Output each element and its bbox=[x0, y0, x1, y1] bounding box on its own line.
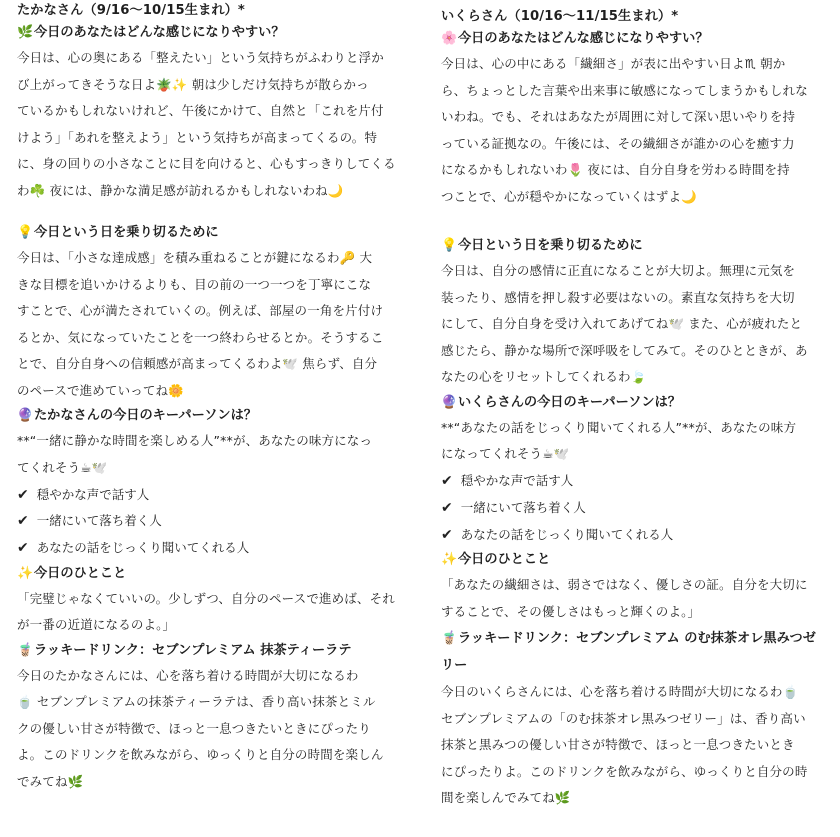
light-bulb-icon: 💡 bbox=[17, 225, 34, 240]
text-line: 抹茶と黒みつの優しい甘さが特徴で、ほっと一息つきたいとき bbox=[441, 737, 795, 753]
text-line: セブンプレミアムの「のむ抹茶オレ黒みつゼリー」は、香り高い bbox=[441, 710, 806, 726]
text-line: 今日は、心の奥にある「整えたい」という気持ちがふわりと浮か bbox=[17, 50, 384, 65]
text-line: わ☘️ 夜には、静かな満足感が訪れるかもしれないわね🌙 bbox=[17, 182, 344, 198]
sign-title: いくらさん（10/16〜11/15生まれ）* bbox=[441, 9, 679, 24]
sparkles-icon: ✨ bbox=[441, 552, 458, 568]
section-body-keyperson bbox=[441, 415, 833, 469]
check-icon: ✔ bbox=[441, 526, 453, 543]
text-line: **“あなたの話をじっくり聞いてくれる人”**が、あなたの味方 bbox=[441, 419, 797, 435]
section-heading-tips: 💡今日という日を乗り切るために bbox=[441, 234, 833, 258]
text-line: 感じたら、静かな場所で深呼吸をしてみて。そのひとときが、あ bbox=[441, 342, 808, 358]
text-line: きな目標を追いかけるよりも、目の前の一つ一つを丁寧にこな bbox=[17, 276, 372, 292]
text-line: になってくれそう☕🕊️ bbox=[441, 446, 570, 462]
section-body-drink bbox=[17, 663, 409, 796]
text-line: なたの心をリセットしてくれるわ🍃 bbox=[441, 369, 647, 384]
text-line: つことで、心が穏やかになっていくはずよ🌙 bbox=[441, 188, 697, 204]
section-heading-quote: ✨今日のひとこと bbox=[17, 562, 409, 586]
cherry-blossom-icon: 🌸 bbox=[441, 31, 458, 46]
section-body-quote bbox=[441, 572, 833, 625]
text-line: 今日は、心の中にある「繊細さ」が表に出やすい日よ♏ 朝か bbox=[441, 56, 786, 71]
text-line: 装ったり、感情を押し殺す必要はないの。素直な気持ちを大切 bbox=[441, 289, 795, 305]
checklist-item: ✔ 一緒にいて落ち着く人 bbox=[17, 513, 162, 530]
text-line: 「完璧じゃなくていいの。少しずつ、自分のペースで進めば、それ bbox=[17, 590, 395, 606]
section-heading-keyperson: 🔮たかなさんの今日のキーパーソンは？ bbox=[17, 404, 409, 428]
check-icon: ✔ bbox=[441, 499, 453, 516]
checklist-item: ✔ 穏やかな声で話す人 bbox=[441, 473, 574, 490]
section-heading-quote: ✨今日のひとこと bbox=[441, 548, 833, 572]
section-body-keyperson bbox=[17, 428, 409, 482]
sparkles-icon: ✨ bbox=[17, 565, 34, 581]
text-line: にして、自分自身を受け入れてあげてね🕊️ また、心が疲れたと bbox=[441, 316, 803, 331]
sign-title: たかなさん（9/16〜10/15生まれ）* bbox=[17, 3, 245, 18]
section-heading-mood: 🌿今日のあなたはどんな感じになりやすい？ bbox=[17, 21, 409, 45]
spacer bbox=[441, 210, 833, 234]
light-bulb-icon: 💡 bbox=[441, 238, 458, 253]
text-line: けよう」「あれを整えよう」という気持ちが高まってくるの。特 bbox=[17, 129, 378, 145]
text-line: 今日のいくらさんには、心を落ち着ける時間が大切になるわ🍵 bbox=[441, 684, 799, 700]
section-heading-drink: 🧋ラッキードリンク：セブンプレミアム 抹茶ティーラテ bbox=[17, 639, 409, 663]
text-line: することで、その優しさはもっと輝くのよ。」 bbox=[441, 603, 701, 619]
text-line: とで、自分自身への信頼感が高まってくるわよ🕊️ 焦らず、自分 bbox=[17, 356, 378, 371]
crystal-ball-icon: 🔮 bbox=[17, 408, 34, 423]
text-line: に、身の回りの小さなことに目を向けると、心もすっきりしてくる bbox=[17, 156, 396, 171]
text-line: るとか、気になっていたことを一つ終わらせるとか。そうするこ bbox=[17, 329, 384, 345]
check-icon: ✔ bbox=[17, 513, 29, 530]
text-line: にぴったりよ。このドリンクを飲みながら、ゆっくりと自分の時 bbox=[441, 763, 808, 779]
text-line: 今日のたかなさんには、心を落ち着ける時間が大切になるわ bbox=[17, 667, 359, 683]
text-line: よ。このドリンクを飲みながら、ゆっくりと自分の時間を楽しん bbox=[17, 747, 384, 763]
check-icon: ✔ bbox=[17, 486, 29, 503]
checklist-item: ✔ あなたの話をじっくり聞いてくれる人 bbox=[441, 526, 674, 543]
text-line: が一番の近道になるのよ。」 bbox=[17, 617, 176, 633]
text-line: ているかもしれないけれど、午後にかけて、自然と「これを片付 bbox=[17, 103, 384, 118]
horoscope-column-takana bbox=[17, 0, 409, 795]
section-heading-mood: 🌸今日のあなたはどんな感じになりやすい？ bbox=[441, 27, 833, 51]
text-line: になるかもしれないわ🌷 夜には、自分自身を労わる時間を持 bbox=[441, 162, 790, 177]
text-line: クの優しい甘さが特徴で、ほっと一息つきたいときにぴったり bbox=[17, 720, 371, 736]
section-body-quote bbox=[17, 586, 409, 639]
bubble-tea-icon: 🧋 bbox=[17, 642, 34, 658]
section-heading-tips: 💡今日という日を乗り切るために bbox=[17, 221, 409, 245]
crystal-ball-icon: 🔮 bbox=[441, 394, 458, 410]
text-line: び上がってきそうな日よ🪴✨ 朝は少しだけ気持ちが散らかっ bbox=[17, 76, 369, 92]
text-line: てくれそう☕🕊️ bbox=[17, 459, 108, 475]
text-line: **“一緒に静かな時間を楽しめる人”**が、あなたの味方になっ bbox=[17, 433, 373, 448]
text-line: 今日は、「小さな達成感」を積み重ねることが鍵になるわ🔑 大 bbox=[17, 250, 373, 265]
section-body-mood bbox=[441, 51, 833, 210]
check-icon: ✔ bbox=[17, 540, 29, 557]
checklist-item: ✔ あなたの話をじっくり聞いてくれる人 bbox=[17, 540, 250, 557]
text-line: ら、ちょっとした言葉や出来事に敏感になってしまうかもしれな bbox=[441, 82, 808, 98]
section-heading-drink: 🧋ラッキードリンク：セブンプレミアム のむ抹茶オレ黒みつゼ リー bbox=[441, 625, 833, 679]
text-line: のペースで進めていってね🌼 bbox=[17, 382, 184, 398]
section-body-tips bbox=[441, 258, 833, 391]
text-line: っている証拠なの。午後には、その繊細さが誰かの心を癒す力 bbox=[441, 135, 795, 151]
horoscope-column-ikura bbox=[441, 0, 833, 812]
section-body-tips bbox=[17, 245, 409, 404]
text-line: 「あなたの繊細さは、弱さではなく、優しさの証。自分を大切に bbox=[441, 577, 808, 593]
text-line: いわね。でも、それはあなたが周囲に対して深い思いやりを持 bbox=[441, 109, 796, 124]
section-body-mood bbox=[17, 45, 409, 204]
text-line: 今日は、自分の感情に正直になることが大切よ。無理に元気を bbox=[441, 263, 796, 278]
checklist-item: ✔ 一緒にいて落ち着く人 bbox=[441, 499, 586, 516]
herb-icon: 🌿 bbox=[17, 25, 34, 40]
section-body-drink bbox=[441, 679, 833, 812]
text-line: すことで、心が満たされていくの。例えば、部屋の一角を片付け bbox=[17, 303, 384, 318]
text-line: でみてね🌿 bbox=[17, 773, 84, 789]
section-heading-keyperson: 🔮いくらさんの今日のキーパーソンは？ bbox=[441, 391, 833, 415]
spacer bbox=[17, 204, 409, 221]
bubble-tea-icon: 🧋 bbox=[441, 631, 458, 647]
checklist-item: ✔ 穏やかな声で話す人 bbox=[17, 486, 150, 503]
check-icon: ✔ bbox=[441, 473, 453, 490]
text-line: 間を楽しんでみてね🌿 bbox=[441, 790, 571, 806]
text-line: 🍵 セブンプレミアムの抹茶ティーラテは、香り高い抹茶とミル bbox=[17, 694, 376, 710]
